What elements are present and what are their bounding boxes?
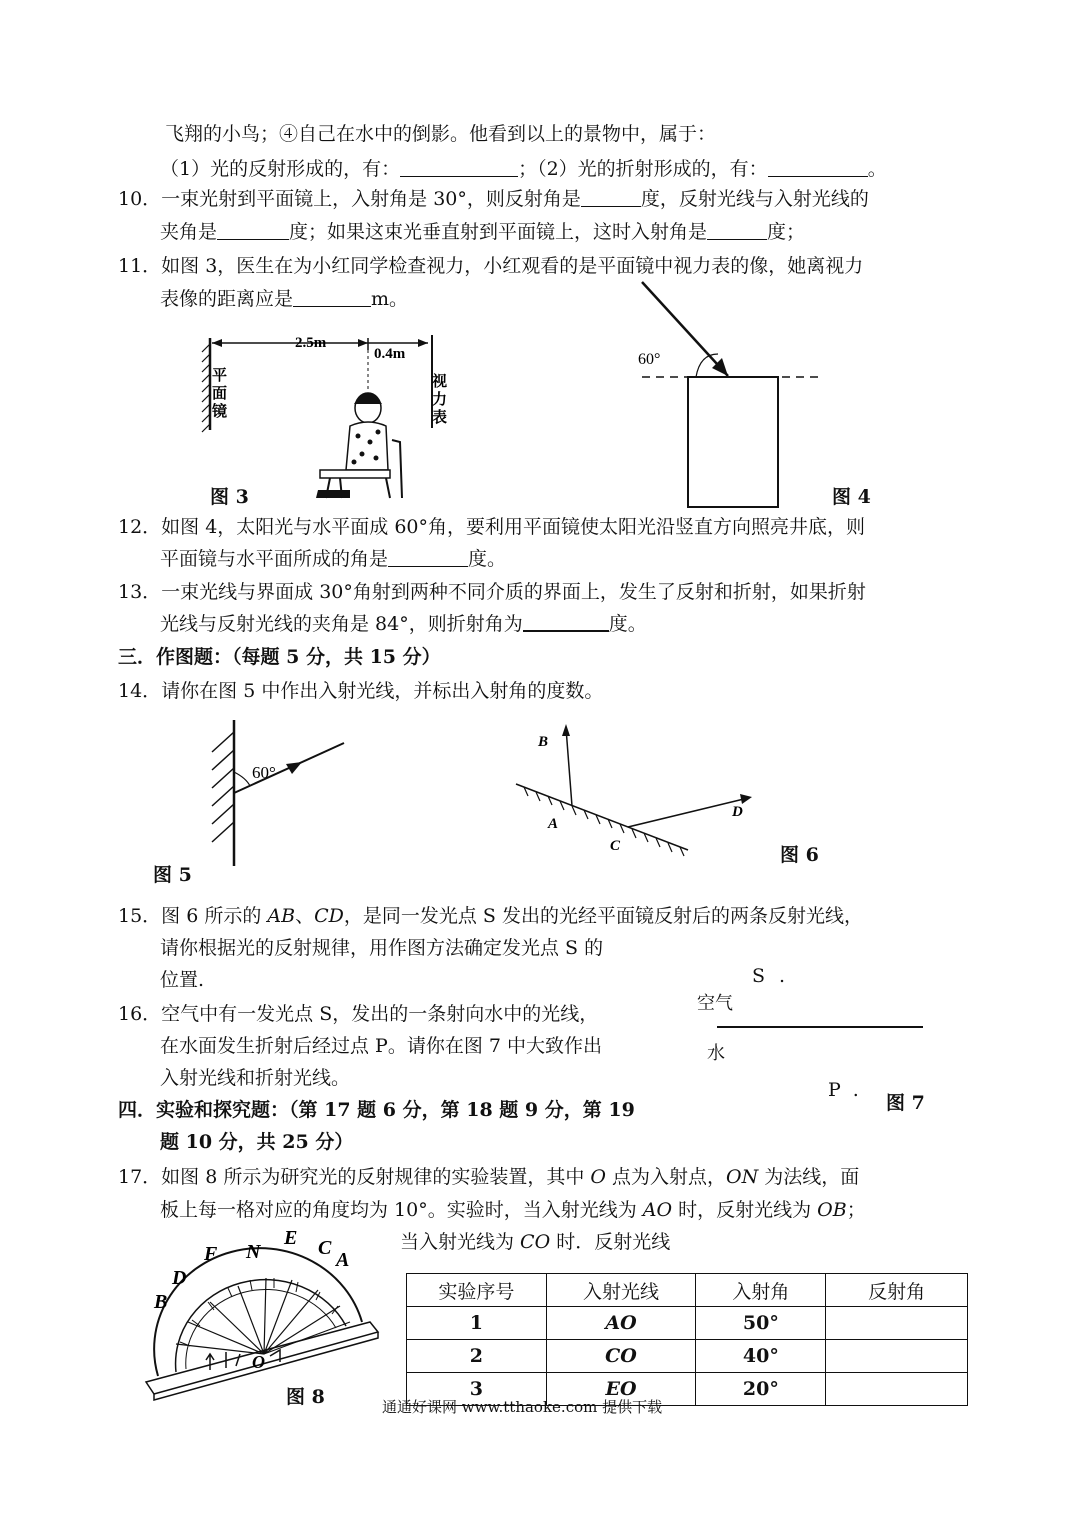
q13-line1: 13．一束光线与界面成 30°角射到两种不同介质的界面上，发生了反射和折射，如果折射 [118,581,866,603]
table-cell-answer[interactable] [826,1373,968,1406]
text: 表像的距离应是 [160,288,294,310]
table-cell: 20° [696,1373,826,1406]
table-header-row [407,1274,968,1307]
fig7-water-surface [717,1026,923,1028]
text: OB [817,1199,847,1221]
q15-line3: 位置. [160,969,205,991]
q10-line2 [160,218,805,246]
fig8-letter-c: C [318,1237,332,1259]
table-header: 入射光线 [546,1274,696,1307]
q14-line: 14．请你在图 5 中作出入射光线，并标出入射角的度数。 [118,680,604,702]
text: 夹角是 [160,221,218,243]
answer-blank[interactable] [581,186,641,207]
table-row [407,1307,968,1340]
q16-line3: 入射光线和折射光线。 [160,1067,351,1089]
q12-line2 [160,545,506,573]
q11-line2 [160,285,408,313]
q11-line1: 11．如图 3，医生在为小红同学检查视力，小红观看的是平面镜中视力表的像，她离视力 [118,255,864,277]
fig6-label-a: A [548,816,559,832]
section-3-heading: 三．作图题：（每题 5 分，共 15 分） [118,646,441,668]
text: （1）光的反射形成的，有： [160,158,401,180]
text: AO [642,1199,673,1221]
fig7-caption: 图 7 [886,1092,925,1114]
text: 平面镜与水平面所成的角是 [160,548,389,570]
text: ； [846,1199,866,1221]
text: 时，反射光线为 [672,1199,818,1221]
section-4-heading-2: 题 10 分，共 25 分） [160,1131,354,1153]
answer-blank[interactable] [293,286,371,307]
mirror-label-1: 平 [212,366,228,384]
table-cell: AO [546,1307,696,1340]
table-header: 实验序号 [407,1274,547,1307]
fig5-caption: 图 5 [153,864,192,886]
dist-total-label: 2.5m [295,335,327,351]
fig8-letter-f: F [204,1243,218,1265]
fig7-source-s: S . [752,965,786,987]
text: 度，反射光线与入射光线的 [640,188,869,210]
table-cell-answer[interactable] [826,1340,968,1373]
text: O [590,1166,606,1188]
figure-6 [510,722,770,862]
text: 度。 [608,613,647,635]
q17-line3 [400,1228,670,1256]
text: 光线与反射光线的夹角是 84°，则折射角为 [160,613,523,635]
table-cell: 40° [696,1340,826,1373]
q16-line1: 16．空气中有一发光点 S，发出的一条射向水中的光线， [118,1003,599,1025]
figure-8 [140,1222,390,1402]
q16-line2: 在水面发生折射后经过点 P。请你在图 7 中大致作出 [160,1035,602,1057]
footer-watermark: 通通好课网 www.tthaoke.com 提供下载 [382,1398,663,1416]
q9-fill-line [160,155,887,183]
chart-label-3: 表 [432,408,448,426]
text: 度； [767,221,806,243]
fig6-label-b: B [538,734,549,750]
q17-line1 [118,1163,859,1191]
text: ，是同一发光点 S 发出的光经平面镜反射后的两条反射光线， [343,905,863,927]
answer-blank[interactable] [768,156,868,177]
text: 17．如图 8 所示为研究光的反射规律的实验装置，其中 [118,1166,591,1188]
text: 15．图 6 所示的 [118,905,268,927]
text-line: 飞翔的小鸟；④自己在水中的倒影。他看到以上的景物中，属于： [165,123,717,145]
chart-label-1: 视 [432,372,448,390]
table-row [407,1340,968,1373]
fig6-label-c: C [610,838,621,854]
q15-line2: 请你根据光的反射规律，用作图方法确定发光点 S 的 [160,937,604,959]
text: 点为入射点， [605,1166,727,1188]
q17-line2 [160,1196,866,1224]
figure-4 [630,278,830,508]
fig3-caption: 图 3 [210,486,249,508]
text: CO [520,1231,551,1253]
fig7-air-label: 空气 [697,993,733,1014]
fig8-letter-d: D [172,1267,187,1289]
fig6-label-d: D [732,804,743,820]
q12-line1: 12．如图 4，太阳光与水平面成 60°角，要利用平面镜使太阳光沿竖直方向照亮井底，则 [118,516,866,538]
text: 度；如果这束光垂直射到平面镜上，这时入射角是 [289,221,708,243]
q10-line1 [118,185,869,213]
experiment-table [406,1273,968,1406]
fig8-caption: 图 8 [286,1386,325,1408]
answer-blank[interactable] [523,610,609,632]
text: CD [314,905,344,927]
answer-blank[interactable] [388,546,468,567]
fig8-letter-o: O [252,1352,265,1372]
table-cell-answer[interactable] [826,1307,968,1340]
text: 、 [295,905,315,927]
fig4-angle-label: 60° [638,351,661,368]
text: 。 [867,158,887,180]
text: ；（2）光的折射形成的，有： [518,158,768,180]
fig8-letter-e: E [284,1227,298,1249]
fig4-caption: 图 4 [832,486,871,508]
figure-3 [190,330,470,500]
text: m。 [371,288,409,310]
text: 度。 [468,548,507,570]
table-header: 入射角 [696,1274,826,1307]
mirror-label-2: 面 [212,384,228,402]
answer-blank[interactable] [217,219,289,240]
text: AB [267,905,296,927]
table-cell: 50° [696,1307,826,1340]
chart-label-2: 力 [432,390,448,408]
q15-line1 [118,902,863,930]
text: 时．反射光线 [550,1231,671,1253]
text: 板上每一格对应的角度均为 10°。实验时，当入射光线为 [160,1199,643,1221]
answer-blank[interactable] [707,219,767,240]
figure-5 [200,718,360,868]
dist-small-label: 0.4m [374,346,406,362]
table-cell: 3 [407,1373,547,1406]
fig8-letter-a: A [336,1249,350,1271]
table-cell: CO [546,1340,696,1373]
section-4-heading-1: 四．实验和探究题：（第 17 题 6 分，第 18 题 9 分，第 19 [118,1099,635,1121]
fig7-point-p: P . [828,1079,859,1101]
table-cell: 1 [407,1307,547,1340]
table-header: 反射角 [826,1274,968,1307]
table-cell: EO [546,1373,696,1406]
fig8-letter-b: B [154,1291,168,1313]
text: 为法线，面 [758,1166,860,1188]
text: 当入射光线为 [400,1231,521,1253]
fig7-water-label: 水 [707,1043,725,1064]
mirror-label-3: 镜 [212,402,228,420]
fig8-letter-n: N [246,1241,261,1263]
text: 10．一束光射到平面镜上，入射角是 30°，则反射角是 [118,188,581,210]
table-cell: 2 [407,1340,547,1373]
fig6-caption: 图 6 [780,844,819,866]
fig5-angle-label: 60° [252,763,276,782]
q13-line2 [160,610,647,638]
answer-blank[interactable] [400,156,518,177]
text: ON [726,1166,759,1188]
